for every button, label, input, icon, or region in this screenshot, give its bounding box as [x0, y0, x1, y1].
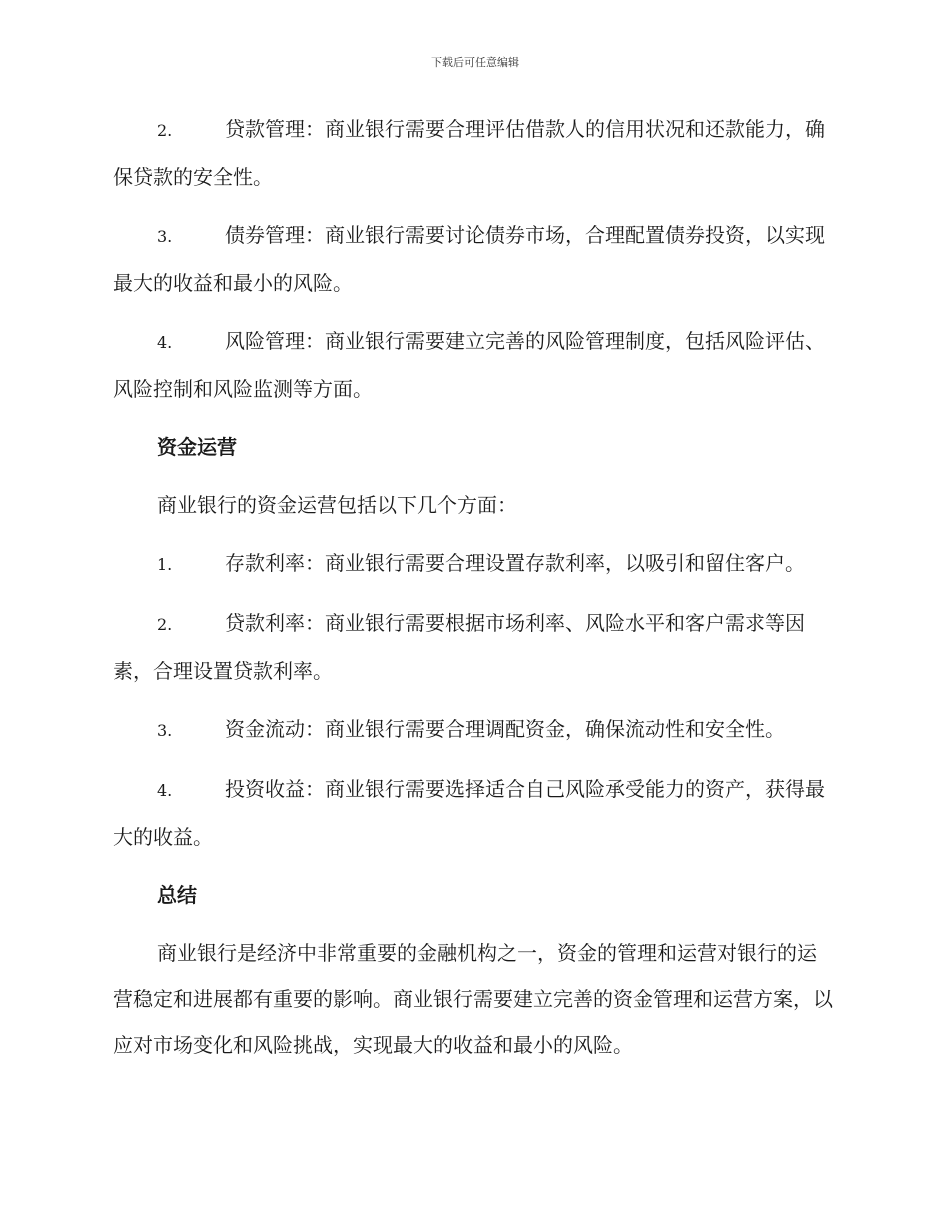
list-number: 2.: [157, 121, 173, 140]
list-number: 4.: [157, 333, 173, 352]
list-number: 1.: [157, 555, 173, 574]
list-item: [113, 106, 833, 200]
section-intro: 商业银行的资金运营包括以下几个方面：: [157, 493, 517, 517]
list-text: 资金流动：商业银行需要合理调配资金，确保流动性和安全性。: [225, 717, 785, 741]
list-item: [113, 540, 833, 588]
list-item: [113, 706, 833, 754]
document-body: [113, 106, 833, 1080]
list-item: [113, 318, 833, 412]
list-text: 债券管理：商业银行需要讨论债券市场，合理配置债券投资，以实现最大的收益和最小的风险。: [113, 223, 825, 295]
list-text: 贷款管理：商业银行需要合理评估借款人的信用状况和还款能力，确保贷款的安全性。: [113, 117, 825, 189]
list-text: 风险管理：商业银行需要建立完善的风险管理制度，包括风险评估、风险控制和风险监测等方面。: [113, 329, 825, 401]
section-heading-operations: 资金运营: [157, 435, 237, 459]
list-text: 贷款利率：商业银行需要根据市场利率、风险水平和客户需求等因素，合理设置贷款利率。: [113, 611, 805, 683]
list-item: [113, 766, 833, 860]
section-heading-summary: 总结: [157, 883, 197, 907]
list-number: 2.: [157, 615, 173, 634]
list-number: 3.: [157, 721, 173, 740]
list-text: 存款利率：商业银行需要合理设置存款利率，以吸引和留住客户。: [225, 551, 805, 575]
list-text: 投资收益：商业银行需要选择适合自己风险承受能力的资产，获得最大的收益。: [113, 777, 825, 849]
list-number: 3.: [157, 227, 173, 246]
list-item: [113, 600, 833, 694]
page-header: 下载后可任意编辑: [431, 56, 519, 69]
list-item: [113, 212, 833, 306]
summary-paragraph: 商业银行是经济中非常重要的金融机构之一，资金的管理和运营对银行的运营稳定和进展都有重要的影响。商业银行需要建立完善的资金管理和运营方案，以应对市场变化和风险挑战，实现最大的收益和最小的风险。: [113, 941, 833, 1057]
list-number: 4.: [157, 781, 173, 800]
